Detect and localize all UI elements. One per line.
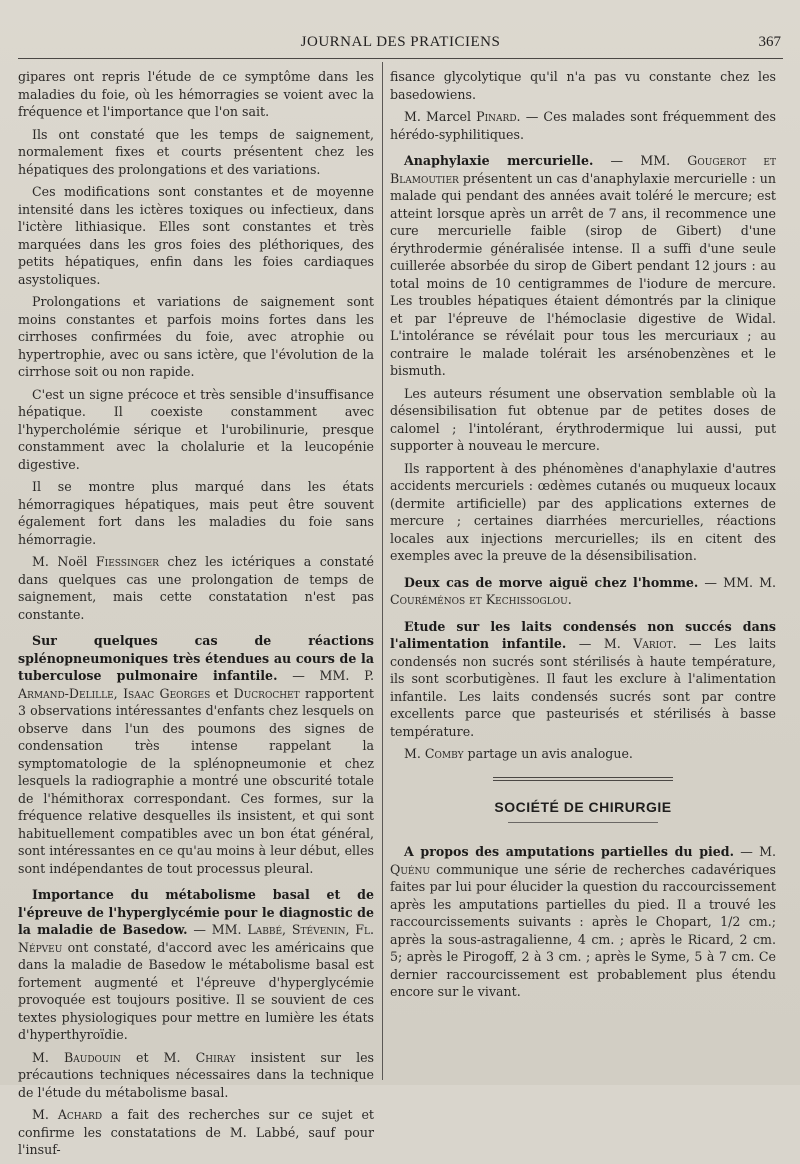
- article-text: communique une série de recherches cadavériques faites par lui pour élucider la question du raccourcissement après les amputations partielles du pied. Il a trouvé les raccourcissements suivants : après le Chopart, 1/2 cm.; après la sous-astragalienne, 4 cm. ; après le Ricard, 2 cm. 5; après le Pirogoff, 2 à 3 cm. ; après le Syme, 5 à 7 cm. Ce dernier raccourcissement est probablement plus étendu encore sur le vivant.: [390, 861, 776, 999]
- paragraph: [18, 1049, 374, 1102]
- article-paragraph: [390, 843, 776, 1001]
- journal-title: JOURNAL DES PRATICIENS: [300, 34, 501, 50]
- paragraph: Ces modifications sont constantes et de moyenne intensité dans les ictères toxiques ou infectieux, dans l'ictère lithiasique. Elles sont constantes et très marquées dans les gros foies des pléthoriques, des petits hépatiques, enfin dans les foies cardiaques asystoliques.: [18, 184, 374, 287]
- text-run: — M.: [733, 844, 776, 859]
- article-heading: Deux cas de morve aiguë chez l'homme.: [404, 574, 699, 590]
- paragraph: Il se montre plus marqué dans les états hémorragiques hépatiques, mais peut être souvent également fort dans les maladies du foie sans hémorragie.: [18, 479, 374, 547]
- paragraph: Ils rapportent à des phénomènes d'anaphylaxie d'autres accidents mercuriels : œdèmes cutanés ou muqueux locaux (dermite artificielle) par des applications externes de mercure ; certaines diarrhées mercurielles, réactions locales aux injections mercurielles; ils en citent des exemples avec la preuve de la désensibilisation.: [390, 460, 776, 563]
- column-divider: [382, 62, 383, 1080]
- text-run: et: [210, 685, 234, 701]
- text-run: .: [567, 592, 572, 607]
- text-run: et M.: [120, 1049, 196, 1065]
- text-run: M. Marcel: [404, 109, 477, 124]
- paragraph: [390, 745, 776, 763]
- text-run: — MM. M.: [698, 574, 776, 590]
- text-run: a fait des recherches sur ce sujet et confirme les constatations de M. Labbé, sauf pour l'insuf-: [18, 1107, 374, 1157]
- author-names: Variot: [633, 636, 673, 651]
- article-heading: Etude sur les laits condensés non succés dans l'alimentation infantile.: [390, 618, 776, 651]
- paragraph: C'est un signe précoce et très sensible d'insuffisance hépatique. Il coexiste constamment avec l'hypercholémie sérique et l'urobilinurie, presque constamment avec la cholalurie et la leucopénie digestive.: [18, 386, 374, 472]
- section-title: SOCIÉTÉ DE CHIRURGIE: [494, 798, 672, 815]
- paragraph: gipares ont repris l'étude de ce symptôme dans les maladies du foie, où les hémorragies se voient avec la fréquence et l'importance que l'on sait.: [18, 69, 374, 119]
- author-names: Labbé, Stévenin, Fl. Népveu: [18, 922, 374, 955]
- paragraph: Les auteurs résument une observation semblable où la désensibilisation fut obtenue par de petites doses de calomel ; l'intolérant, érythrodermique lui aussi, put supporter à nouveau le mercure.: [390, 385, 776, 453]
- text-run: M.: [32, 1107, 58, 1122]
- author-name: Fiessinger: [95, 554, 159, 569]
- text-run: M. Noël: [32, 554, 96, 569]
- text-run: insistent sur les précautions techniques nécessaires dans la technique de l'étude du métabolisme basal.: [18, 1049, 375, 1100]
- paragraph: [18, 1106, 374, 1159]
- article-text: . — Les laits condensés non sucrés sont stérilisés à haute température, ils sont scorbutigènes. Il faut les exclure à l'alimentation infantile. Les laits condensés sucrés sont par contre excellents parce que pasteurisés et stérilisés à basse température.: [390, 636, 776, 739]
- article-paragraph: [18, 886, 374, 1044]
- paragraph: Ils ont constaté que les temps de saignement, normalement fixes et courts présentent chez les hépatiques des prolongations et des variations.: [18, 126, 374, 177]
- author-name: Baudouin: [63, 1049, 121, 1065]
- page-number: 367: [758, 34, 781, 50]
- author-names: Couréménos et Kechissoglou: [390, 592, 568, 607]
- paragraph: fisance glycolytique qu'il n'a pas vu constante chez les basedowiens.: [390, 69, 776, 102]
- article-heading: Importance du métabolisme basal et de l'épreuve de l'hyperglycémie pour le diagnostic de la maladie de Basedow.: [18, 887, 374, 937]
- page-header: [18, 28, 783, 59]
- paragraph: Prolongations et variations de saignement sont moins constantes et parfois moins fortes dans les cirrhoses confirmées du foie, avec atrophie ou hypertrophie, avec ou sans ictère, que l'évolution de la cirrhose soit ou non rapide.: [18, 294, 374, 379]
- article-paragraph: [390, 574, 776, 609]
- author-names: Gougerot et Blamoutier: [390, 153, 776, 186]
- article-text: rapportent 3 observations intéressantes d'enfants chez lesquels on observe dans l'un des poumons des signes de condensation très intense rappelant la symptomatologie de la splénopneumonie et chez lesquels la radiographie a montré une obscurité totale de l'hémithorax correspondant. Ces formes, sur la fréquence relative desquelles ils insistent, et qui sont habituellement compatibles avec un bon état général, sont intéressantes en ce qu'au moins à leur début, elles sont indépendantes de tout processus pleural.: [18, 685, 374, 876]
- author-names: Ducrochet: [233, 685, 300, 701]
- text-run: partage un avis analogue.: [463, 746, 633, 761]
- text-run: — M.: [566, 636, 634, 651]
- article-paragraph: [390, 618, 776, 741]
- text-run: chez les ictériques a constaté dans quelques cas une prolongation de temps de saignement, mais cette constatation n'est pas constante.: [18, 554, 374, 622]
- author-name: Achard: [57, 1107, 103, 1122]
- author-name: Pinard: [476, 109, 517, 124]
- author-name: Comby: [424, 746, 464, 761]
- article-text: présentent un cas d'anaphylaxie mercurielle : un malade qui pendant des années avait toléré le mercure; est atteint lorsque après un arrêt de 7 ans, il recommence une cure mercurielle faible (sirop de Gibert) d'une érythrodermie généralisée intense. Il a suffi d'une seule cuillerée absorbée du sirop de Gibert pendant 12 jours : au total moins de 10 centigrammes de l'iodure de mercure. Les troubles hépatiques étaient démontrés par la clinique et par l'épreuve de l'hémoclasie digestive de Widal. L'intolérance se révélait pour tous les mercuriaux ; au contraire le malade tolérait les arsénobenzènes et le bismuth.: [390, 170, 776, 378]
- left-column: [18, 68, 374, 1164]
- text-run: — MM. P.: [277, 668, 375, 683]
- text-run: — MM.: [187, 922, 248, 937]
- right-column: [390, 68, 776, 1006]
- text-run: — MM.: [593, 153, 688, 168]
- author-name: Quénu: [390, 861, 430, 877]
- section-title-rule: [508, 822, 658, 823]
- article-heading: Anaphylaxie mercurielle.: [404, 153, 594, 168]
- paragraph: [18, 553, 374, 623]
- article-text: ont constaté, d'accord avec les américains que dans la maladie de Basedow le métabolisme basal est fortement augmenté et l'épreuve d'hyperglycémie provoquée est toujours positive. Il se souvient de ces textes physiologiques pour mettre en lumière les états d'hyperthyroïdie.: [18, 939, 374, 1042]
- author-name: Chiray: [195, 1049, 236, 1065]
- text-run: . — Ces malades sont fréquemment des hérédo-syphilitiques.: [390, 109, 776, 142]
- text-run: M.: [32, 1049, 64, 1065]
- paragraph: [390, 108, 776, 143]
- article-paragraph: [390, 152, 776, 380]
- text-run: M.: [404, 746, 425, 761]
- author-names: Armand-Delille, Isaac Georges: [18, 685, 211, 701]
- article-heading: A propos des amputations partielles du pied.: [404, 844, 734, 859]
- article-heading: Sur quelques cas de réactions splénopneumoniques très étendues au cours de la tuberculose pulmonaire infantile.: [18, 633, 374, 683]
- section-rule: [493, 777, 673, 781]
- article-paragraph: [18, 632, 374, 877]
